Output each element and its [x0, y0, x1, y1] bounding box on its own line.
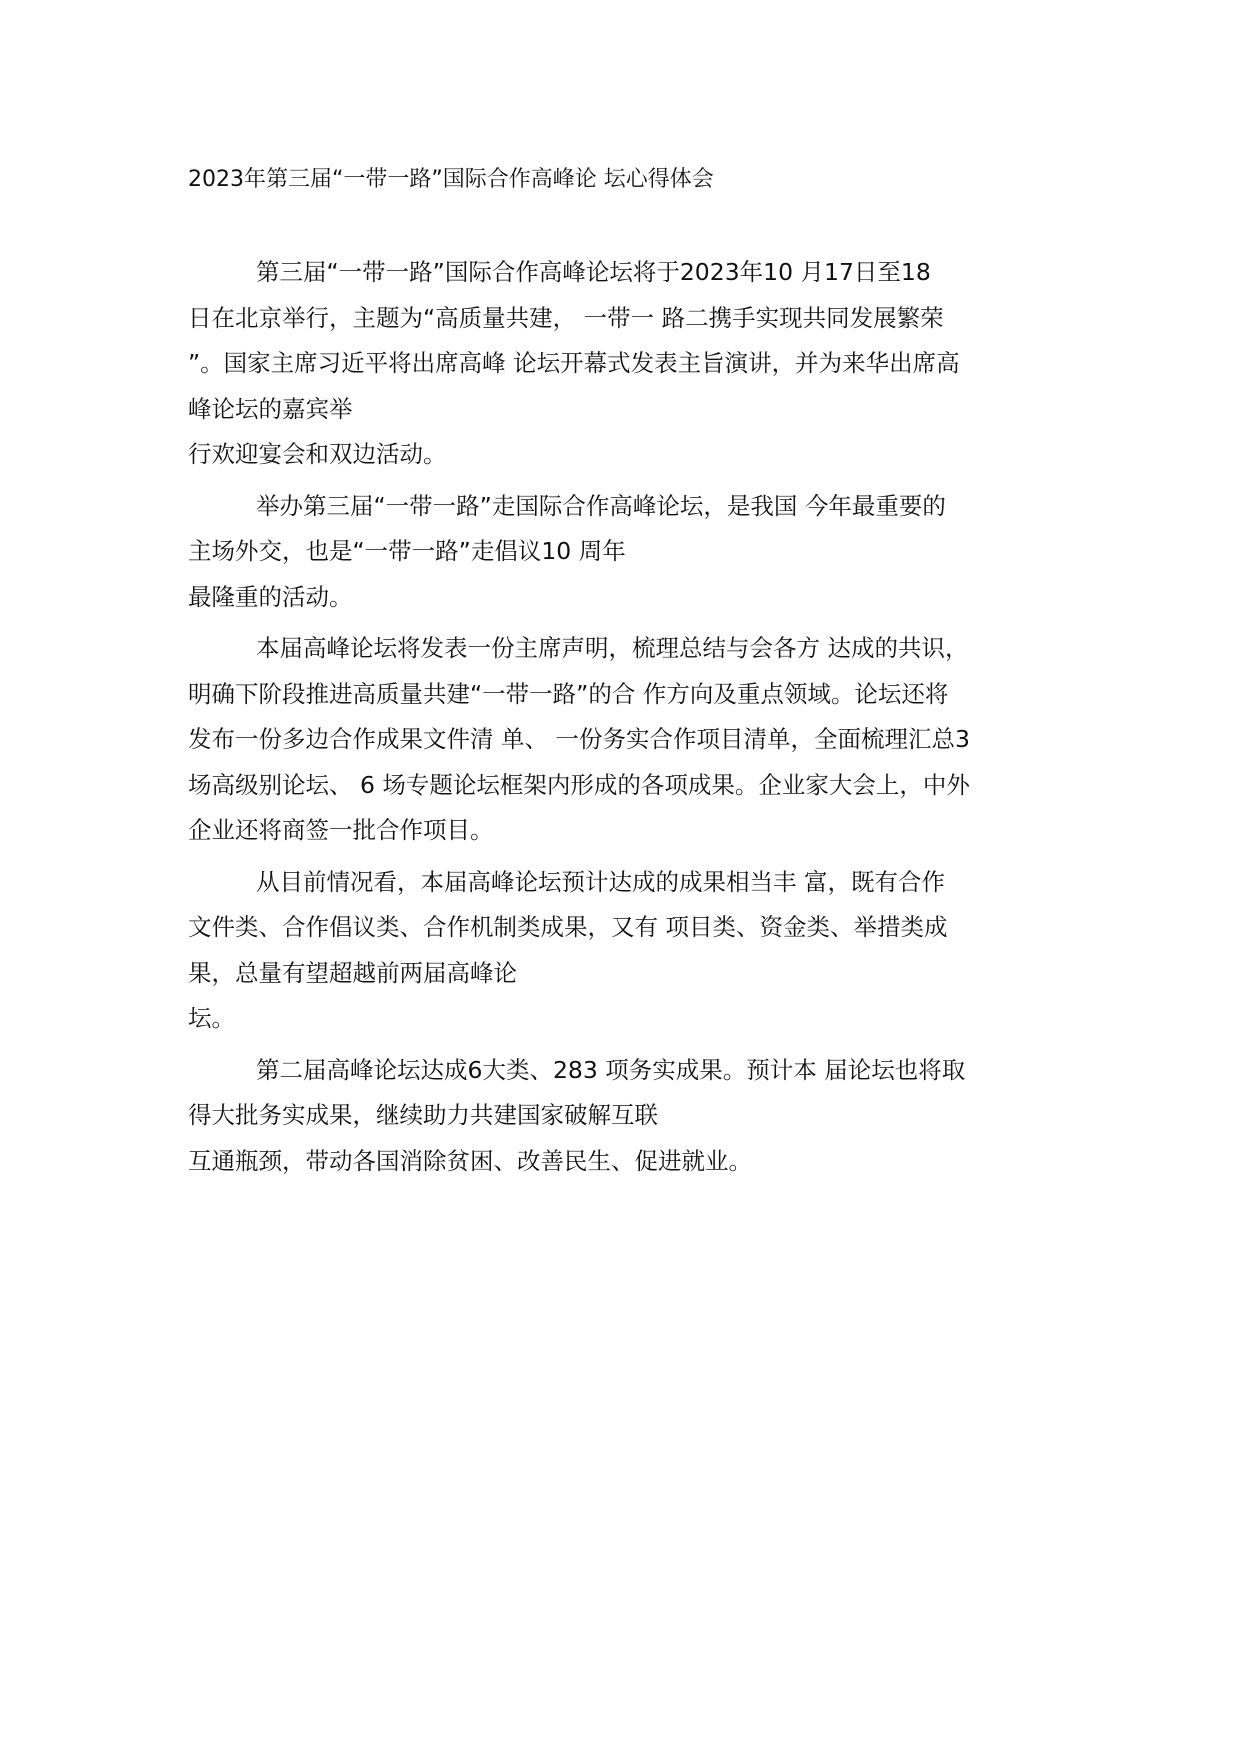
- text-line: 场高级别论坛、 6 场专题论坛框架内形成的各项成果。企业家大会上，中外: [188, 770, 970, 799]
- text-line: 果，总量有望超越前两届高峰论: [188, 958, 517, 987]
- paragraph-5: [188, 1048, 1068, 1185]
- text-line: 企业还将商签一批合作项目。: [188, 816, 494, 844]
- text-line: 最隆重的活动。: [188, 582, 353, 611]
- text-line: 发布一份多边合作成果文件清 单、 一份务实合作项目清单，全面梳理汇总3: [188, 725, 970, 753]
- text-line: 峰论坛的嘉宾举: [188, 394, 353, 423]
- text-line: 得大批务实成果，继续助力共建国家破解互联: [188, 1101, 658, 1129]
- text-line: ”。国家主席习近平将出席高峰 论坛开幕式发表主旨演讲，并为来华出席高: [188, 349, 960, 377]
- document-page: [188, 160, 1068, 1190]
- paragraph-2: [188, 484, 1068, 621]
- text-line: 文件类、合作倡议类、合作机制类成果，又有 项目类、资金类、举措类成: [188, 913, 948, 941]
- text-line: 互通瓶颈，带动各国消除贫困、改善民生、促进就业。: [188, 1146, 752, 1175]
- text-line: 行欢迎宴会和双边活动。: [188, 440, 447, 468]
- document-title: 2023年第三届“一带一路”国际合作高峰论 坛心得体会: [188, 167, 714, 192]
- paragraph-4: [188, 860, 1068, 1042]
- text-line: 从目前情况看，本届高峰论坛预计达成的成果相当丰 富，既有合作: [256, 867, 945, 896]
- text-line: 坛。: [188, 1004, 235, 1032]
- text-line: 日在北京举行，主题为“高质量共建， 一带一 路二携手实现共同发展繁荣: [188, 303, 944, 332]
- paragraph-1: [188, 250, 1068, 478]
- paragraph-3: [188, 626, 1068, 854]
- text-line: 第三届“一带一路”国际合作高峰论坛将于2023年10 月17日至18: [256, 258, 931, 286]
- text-line: 主场外交，也是“一带一路”走倡议10 周年: [188, 537, 626, 565]
- text-line: 明确下阶段推进高质量共建“一带一路”的合 作方向及重点领域。论坛还将: [188, 679, 949, 708]
- text-line: 第二届高峰论坛达成6大类、283 项务实成果。预计本 届论坛也将取: [256, 1055, 966, 1084]
- text-line: 举办第三届“一带一路”走国际合作高峰论坛，是我国 今年最重要的: [256, 491, 946, 520]
- text-line: 本届高峰论坛将发表一份主席声明，梳理总结与会各方 达成的共识，: [256, 634, 969, 662]
